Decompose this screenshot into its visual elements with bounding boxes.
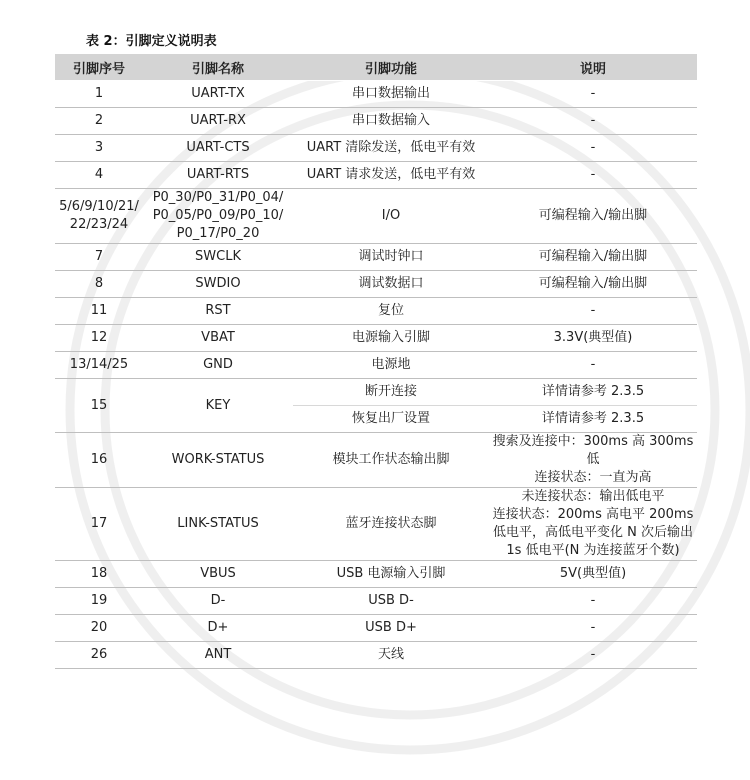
pin-function-cell: 电源地	[293, 352, 489, 379]
pin-name-cell: ANT	[143, 642, 293, 669]
pin-number-cell: 8	[55, 271, 143, 298]
table-row	[55, 298, 697, 325]
pin-number-cell: 20	[55, 615, 143, 642]
description-cell	[489, 433, 697, 488]
pin-name-cell	[143, 189, 293, 244]
pin-name-cell: RST	[143, 298, 293, 325]
pin-number-line: 5/6/9/10/21/	[59, 199, 139, 214]
pin-number-cell: 19	[55, 588, 143, 615]
description-line: 1s 低电平(N 为连接蓝牙个数)	[506, 543, 680, 558]
table-row	[55, 615, 697, 642]
header-description: 说明	[489, 54, 697, 81]
pin-number-cell: 7	[55, 244, 143, 271]
table-row	[55, 561, 697, 588]
description-cell: 详情请参考 2.3.5	[489, 406, 697, 433]
pin-number-cell: 12	[55, 325, 143, 352]
pin-function-cell: 串口数据输入	[293, 108, 489, 135]
pin-function-cell: 蓝牙连接状态脚	[293, 488, 489, 561]
pin-number-cell: 15	[55, 379, 143, 433]
table-row	[55, 588, 697, 615]
pin-function-cell: 复位	[293, 298, 489, 325]
pin-name-cell: KEY	[143, 379, 293, 433]
description-cell	[489, 488, 697, 561]
pin-function-cell: 串口数据输出	[293, 81, 489, 108]
header-pin-number: 引脚序号	[55, 54, 143, 81]
description-line: 低电平，高低电平变化 N 次后输出	[493, 525, 693, 540]
pin-name-cell: UART-TX	[143, 81, 293, 108]
pin-name-cell: UART-RTS	[143, 162, 293, 189]
description-cell: 可编程输入/输出脚	[489, 244, 697, 271]
description-line: 未连接状态：输出低电平	[521, 489, 665, 504]
pin-name-line: P0_05/P0_09/P0_10/	[152, 208, 284, 223]
table-row	[55, 642, 697, 669]
table-row	[55, 488, 697, 561]
pin-number-cell: 3	[55, 135, 143, 162]
pin-number-cell: 1	[55, 81, 143, 108]
pin-definition-table	[55, 54, 697, 669]
table-caption: 表 2：引脚定义说明表	[86, 34, 217, 49]
pin-function-cell: 恢复出厂设置	[293, 406, 489, 433]
header-pin-function: 引脚功能	[293, 54, 489, 81]
description-cell: -	[489, 615, 697, 642]
description-cell: -	[489, 81, 697, 108]
pin-name-cell: UART-RX	[143, 108, 293, 135]
pin-name-line: P0_30/P0_31/P0_04/	[152, 190, 284, 205]
pin-name-cell: GND	[143, 352, 293, 379]
pin-number-cell: 16	[55, 433, 143, 488]
pin-name-cell: WORK-STATUS	[143, 433, 293, 488]
description-cell: -	[489, 298, 697, 325]
pin-function-cell: 模块工作状态输出脚	[293, 433, 489, 488]
table-row	[55, 379, 697, 406]
pin-function-cell: UART 清除发送，低电平有效	[293, 135, 489, 162]
pin-name-cell: VBUS	[143, 561, 293, 588]
pin-function-cell: 电源输入引脚	[293, 325, 489, 352]
pin-number-cell: 17	[55, 488, 143, 561]
table-row	[55, 108, 697, 135]
pin-number-cell: 13/14/25	[55, 352, 143, 379]
description-cell: -	[489, 162, 697, 189]
description-cell: -	[489, 352, 697, 379]
pin-name-cell: D-	[143, 588, 293, 615]
pin-function-cell: 天线	[293, 642, 489, 669]
table-row	[55, 81, 697, 108]
pin-number-cell	[55, 189, 143, 244]
description-cell: 3.3V(典型值)	[489, 325, 697, 352]
pin-number-cell: 26	[55, 642, 143, 669]
description-cell: 可编程输入/输出脚	[489, 189, 697, 244]
pin-number-cell: 18	[55, 561, 143, 588]
description-cell: 可编程输入/输出脚	[489, 271, 697, 298]
pin-name-cell: UART-CTS	[143, 135, 293, 162]
pin-name-cell: VBAT	[143, 325, 293, 352]
pin-name-cell: SWCLK	[143, 244, 293, 271]
header-row	[55, 54, 697, 81]
description-cell: -	[489, 642, 697, 669]
pin-name-cell: D+	[143, 615, 293, 642]
description-line: 连接状态：一直为高	[534, 470, 652, 485]
pin-function-cell: UART 请求发送，低电平有效	[293, 162, 489, 189]
description-line: 搜索及连接中：300ms 高 300ms	[492, 434, 694, 449]
pin-function-cell: 调试时钟口	[293, 244, 489, 271]
table-row	[55, 352, 697, 379]
pin-name-cell: LINK-STATUS	[143, 488, 293, 561]
pin-number-line: 22/23/24	[69, 217, 129, 232]
description-line: 连接状态：200ms 高电平 200ms	[492, 507, 694, 522]
description-cell: 5V(典型值)	[489, 561, 697, 588]
table-row	[55, 433, 697, 488]
table-row	[55, 244, 697, 271]
description-line: 低	[586, 452, 600, 467]
description-cell: -	[489, 108, 697, 135]
table-row	[55, 135, 697, 162]
description-cell: -	[489, 588, 697, 615]
table-row	[55, 162, 697, 189]
pin-function-cell: USB D-	[293, 588, 489, 615]
description-cell: 详情请参考 2.3.5	[489, 379, 697, 406]
header-pin-name: 引脚名称	[143, 54, 293, 81]
pin-number-cell: 11	[55, 298, 143, 325]
table-row	[55, 325, 697, 352]
pin-function-cell: USB D+	[293, 615, 489, 642]
table-row	[55, 189, 697, 244]
pin-function-cell: 调试数据口	[293, 271, 489, 298]
pin-function-cell: USB 电源输入引脚	[293, 561, 489, 588]
description-cell: -	[489, 135, 697, 162]
pin-name-cell: SWDIO	[143, 271, 293, 298]
pin-number-cell: 4	[55, 162, 143, 189]
pin-number-cell: 2	[55, 108, 143, 135]
table-row	[55, 271, 697, 298]
pin-function-cell: 断开连接	[293, 379, 489, 406]
pin-function-cell: I/O	[293, 189, 489, 244]
pin-name-line: P0_17/P0_20	[176, 226, 260, 241]
